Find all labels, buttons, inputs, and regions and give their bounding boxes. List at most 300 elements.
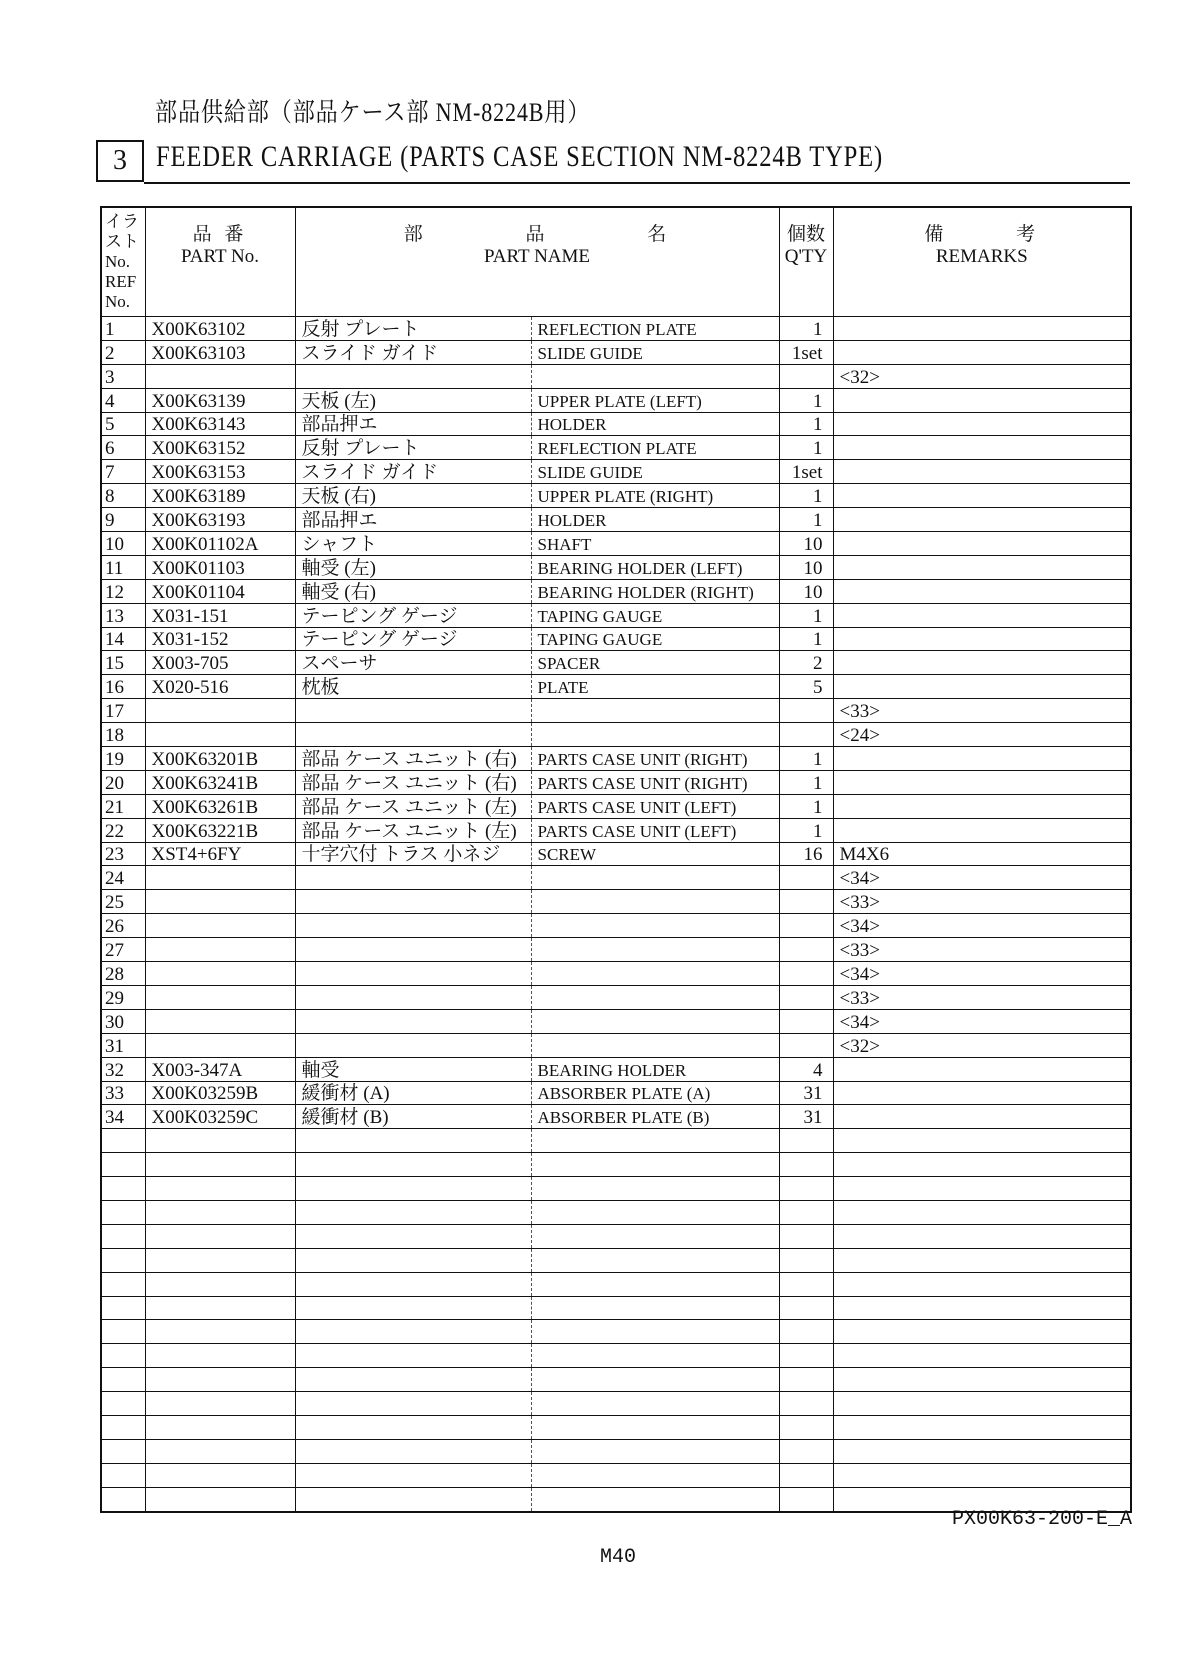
part-no-cell: X00K63152 [145,436,295,460]
part-name-en-cell: TAPING GAUGE [531,603,779,627]
part-name-en-cell: SHAFT [531,532,779,556]
part-no-cell: X00K63102 [145,317,295,341]
table-row [101,555,1131,579]
part-name-jp-cell [295,1153,531,1177]
table-row [101,579,1131,603]
part-no-cell [145,1415,295,1439]
remarks-cell [833,532,1131,556]
remarks-cell: <34> [833,866,1131,890]
part-name-en-cell [531,1320,779,1344]
remarks-cell [833,1439,1131,1463]
ref-cell: 14 [101,627,145,651]
part-name-en-cell [531,1224,779,1248]
col-part-no [145,207,295,317]
ref-cell [101,1129,145,1153]
part-no-cell [145,1272,295,1296]
part-no-cell [145,1009,295,1033]
qty-cell [779,723,833,747]
table-row [101,388,1131,412]
page-title-jp: 部品供給部（部品ケース部 NM-8224B用） [155,98,591,127]
part-name-jp-cell: シャフト [295,532,531,556]
qty-cell [779,938,833,962]
part-name-en-cell [531,1272,779,1296]
remarks-cell [833,1200,1131,1224]
col-part-name-jp: 部 品 名 [403,224,671,245]
part-name-en-cell [531,1463,779,1487]
part-name-en-cell: REFLECTION PLATE [531,436,779,460]
part-name-jp-cell [295,985,531,1009]
part-name-jp-cell [295,1463,531,1487]
part-no-cell: X00K63189 [145,484,295,508]
qty-cell: 1 [779,627,833,651]
qty-cell [779,1033,833,1057]
table-row [101,436,1131,460]
ref-cell: 6 [101,436,145,460]
qty-cell [779,914,833,938]
table-row-blank [101,1439,1131,1463]
remarks-cell: <32> [833,364,1131,388]
document-id: PX00K63-200-E_A [951,1508,1132,1531]
remarks-cell: <34> [833,962,1131,986]
qty-cell [779,1368,833,1392]
part-no-cell: X003-347A [145,1057,295,1081]
remarks-cell [833,651,1131,675]
qty-cell: 4 [779,1057,833,1081]
ref-cell: 26 [101,914,145,938]
table-row [101,842,1131,866]
part-no-cell: X031-151 [145,603,295,627]
part-no-cell [145,1368,295,1392]
table-row [101,627,1131,651]
part-name-jp-cell [295,1439,531,1463]
part-name-en-cell [531,1368,779,1392]
remarks-cell [833,1392,1131,1416]
table-row [101,1033,1131,1057]
ref-cell: 9 [101,508,145,532]
part-name-jp-cell: 天板 (右) [295,484,531,508]
part-name-jp-cell: 緩衝材 (A) [295,1081,531,1105]
remarks-cell [833,508,1131,532]
part-name-en-cell: PARTS CASE UNIT (RIGHT) [531,747,779,771]
part-name-en-cell: PARTS CASE UNIT (LEFT) [531,794,779,818]
ref-cell: 7 [101,460,145,484]
part-name-en-cell [531,364,779,388]
part-no-cell: X00K63143 [145,412,295,436]
remarks-cell [833,747,1131,771]
ref-cell [101,1368,145,1392]
part-name-jp-cell: 部品 ケース ユニット (左) [295,818,531,842]
part-name-en-cell [531,890,779,914]
part-name-en-cell [531,1153,779,1177]
qty-cell: 1 [779,794,833,818]
ref-cell: 2 [101,340,145,364]
qty-cell [779,1009,833,1033]
part-name-en-cell [531,1177,779,1201]
ref-cell: 18 [101,723,145,747]
part-no-cell [145,985,295,1009]
qty-cell: 1 [779,436,833,460]
part-name-jp-cell: 部品 ケース ユニット (右) [295,747,531,771]
qty-cell: 1 [779,484,833,508]
part-no-cell: X00K63241B [145,770,295,794]
part-no-cell: X00K03259B [145,1081,295,1105]
remarks-cell [833,340,1131,364]
part-name-en-cell [531,1129,779,1153]
qty-cell [779,985,833,1009]
part-name-en-cell: SLIDE GUIDE [531,460,779,484]
parts-table [100,206,1132,1513]
part-no-cell: X00K63201B [145,747,295,771]
qty-cell: 10 [779,532,833,556]
ref-cell [101,1392,145,1416]
table-row [101,317,1131,341]
ref-cell: 32 [101,1057,145,1081]
ref-cell [101,1272,145,1296]
part-name-jp-cell [295,1368,531,1392]
part-name-en-cell [531,985,779,1009]
remarks-cell: <34> [833,1009,1131,1033]
section-number: 3 [96,140,144,182]
part-name-jp-cell [295,1129,531,1153]
ref-cell [101,1200,145,1224]
remarks-cell [833,1296,1131,1320]
remarks-cell [833,1320,1131,1344]
part-no-cell: X020-516 [145,675,295,699]
part-no-cell [145,962,295,986]
part-name-en-cell: SLIDE GUIDE [531,340,779,364]
part-name-jp-cell: 部品押エ [295,412,531,436]
table-row [101,818,1131,842]
col-part-no-jp: 品 番 [192,224,248,245]
qty-cell: 1 [779,603,833,627]
part-name-jp-cell [295,1272,531,1296]
ref-cell: 12 [101,579,145,603]
part-name-en-cell [531,1033,779,1057]
qty-cell: 1 [779,508,833,532]
part-no-cell [145,1129,295,1153]
ref-cell: 17 [101,699,145,723]
table-row-blank [101,1248,1131,1272]
qty-cell [779,1344,833,1368]
part-name-en-cell: HOLDER [531,412,779,436]
part-no-cell [145,723,295,747]
qty-cell [779,1272,833,1296]
part-name-en-cell [531,1439,779,1463]
part-no-cell: X00K63139 [145,388,295,412]
table-row-blank [101,1463,1131,1487]
remarks-cell [833,1248,1131,1272]
remarks-cell [833,579,1131,603]
part-name-en-cell [531,1344,779,1368]
col-ref-en: REF [105,272,137,291]
remarks-cell [833,1415,1131,1439]
part-name-en-cell: TAPING GAUGE [531,627,779,651]
table-row-blank [101,1344,1131,1368]
part-name-jp-cell [295,1392,531,1416]
part-name-en-cell [531,1392,779,1416]
ref-cell: 3 [101,364,145,388]
part-name-jp-cell: 枕板 [295,675,531,699]
table-header-row [101,207,1131,317]
qty-cell: 10 [779,579,833,603]
remarks-cell: <33> [833,890,1131,914]
remarks-cell [833,388,1131,412]
table-row [101,866,1131,890]
part-name-jp-cell [295,1344,531,1368]
part-no-cell [145,1344,295,1368]
col-ref [101,207,145,317]
part-name-jp-cell [295,866,531,890]
table-row [101,962,1131,986]
qty-cell: 5 [779,675,833,699]
table-row-blank [101,1392,1131,1416]
part-name-jp-cell [295,1200,531,1224]
ref-cell: 16 [101,675,145,699]
remarks-cell [833,1153,1131,1177]
part-name-jp-cell [295,1224,531,1248]
part-name-jp-cell: 緩衝材 (B) [295,1105,531,1129]
ref-cell: 22 [101,818,145,842]
col-part-no-en: PART No. [180,246,260,267]
table-row [101,508,1131,532]
qty-cell [779,1320,833,1344]
table-row [101,603,1131,627]
ref-cell [101,1415,145,1439]
table-row-blank [101,1177,1131,1201]
part-name-jp-cell [295,1177,531,1201]
qty-cell [779,1129,833,1153]
remarks-cell [833,460,1131,484]
part-no-cell: X00K01104 [145,579,295,603]
table-row [101,412,1131,436]
qty-cell [779,1248,833,1272]
col-remarks [833,207,1131,317]
part-no-cell: X00K63103 [145,340,295,364]
ref-cell: 15 [101,651,145,675]
ref-cell [101,1153,145,1177]
col-qty-en: Q'TY [784,246,828,267]
remarks-cell: <32> [833,1033,1131,1057]
part-no-cell [145,1487,295,1511]
remarks-cell [833,675,1131,699]
part-name-jp-cell: 反射 プレート [295,317,531,341]
remarks-cell [833,412,1131,436]
ref-cell: 1 [101,317,145,341]
part-no-cell: X003-705 [145,651,295,675]
remarks-cell: <33> [833,938,1131,962]
remarks-cell [833,1344,1131,1368]
ref-cell: 29 [101,985,145,1009]
table-row [101,651,1131,675]
table-row [101,532,1131,556]
remarks-cell [833,436,1131,460]
part-name-jp-cell [295,364,531,388]
ref-cell [101,1320,145,1344]
qty-cell [779,699,833,723]
part-no-cell: XST4+6FY [145,842,295,866]
qty-cell: 1 [779,770,833,794]
part-name-jp-cell: 天板 (左) [295,388,531,412]
part-name-jp-cell [295,890,531,914]
part-name-jp-cell [295,962,531,986]
col-part-name-en: PART NAME [483,246,591,267]
remarks-cell [833,1105,1131,1129]
table-row [101,794,1131,818]
remarks-cell [833,317,1131,341]
col-remarks-en: REMARKS [935,246,1028,267]
part-no-cell [145,1248,295,1272]
table-row-blank [101,1129,1131,1153]
remarks-cell [833,1057,1131,1081]
part-no-cell [145,699,295,723]
part-no-cell [145,364,295,388]
ref-cell [101,1177,145,1201]
ref-cell: 31 [101,1033,145,1057]
qty-cell: 31 [779,1105,833,1129]
qty-cell [779,890,833,914]
table-row [101,890,1131,914]
remarks-cell [833,794,1131,818]
part-name-en-cell [531,962,779,986]
part-name-en-cell [531,1200,779,1224]
part-name-en-cell: BEARING HOLDER [531,1057,779,1081]
title-underline [144,182,1130,184]
qty-cell [779,1177,833,1201]
part-name-jp-cell: スペーサ [295,651,531,675]
part-name-jp-cell [295,914,531,938]
ref-cell: 11 [101,555,145,579]
qty-cell [779,1224,833,1248]
part-name-jp-cell: テーピング ゲージ [295,627,531,651]
table-row [101,938,1131,962]
part-name-jp-cell: 部品 ケース ユニット (右) [295,770,531,794]
ref-cell [101,1296,145,1320]
remarks-cell [833,603,1131,627]
part-name-en-cell: PARTS CASE UNIT (RIGHT) [531,770,779,794]
ref-cell [101,1344,145,1368]
qty-cell [779,1153,833,1177]
remarks-cell [833,555,1131,579]
remarks-cell [833,818,1131,842]
part-no-cell [145,866,295,890]
ref-cell: 25 [101,890,145,914]
ref-cell: 4 [101,388,145,412]
qty-cell [779,1463,833,1487]
ref-cell [101,1224,145,1248]
part-name-jp-cell [295,1296,531,1320]
part-name-jp-cell [295,1009,531,1033]
part-name-jp-cell [295,1415,531,1439]
part-name-jp-cell [295,1320,531,1344]
part-no-cell [145,1224,295,1248]
part-no-cell: X00K63221B [145,818,295,842]
ref-cell: 33 [101,1081,145,1105]
part-name-jp-cell: 十字穴付 トラス 小ネジ [295,842,531,866]
qty-cell [779,1487,833,1511]
col-qty-jp: 個数 [787,224,826,245]
part-no-cell [145,1200,295,1224]
ref-cell: 8 [101,484,145,508]
part-no-cell [145,938,295,962]
remarks-cell [833,1177,1131,1201]
part-name-jp-cell: スライド ガイド [295,460,531,484]
remarks-cell: <33> [833,699,1131,723]
remarks-cell [833,1224,1131,1248]
table-row [101,699,1131,723]
remarks-cell: <34> [833,914,1131,938]
table-row [101,364,1131,388]
part-name-en-cell [531,1009,779,1033]
ref-cell: 27 [101,938,145,962]
page-number: M40 [600,1546,637,1569]
col-qty [779,207,833,317]
part-name-jp-cell [295,938,531,962]
part-no-cell: X00K01102A [145,532,295,556]
col-ref-no2: No. [105,292,131,311]
part-name-en-cell: REFLECTION PLATE [531,317,779,341]
part-name-jp-cell [295,699,531,723]
remarks-cell: <33> [833,985,1131,1009]
part-name-jp-cell: テーピング ゲージ [295,603,531,627]
remarks-cell [833,627,1131,651]
table-row-blank [101,1296,1131,1320]
remarks-cell [833,1129,1131,1153]
part-name-en-cell: BEARING HOLDER (RIGHT) [531,579,779,603]
part-name-jp-cell [295,1487,531,1511]
qty-cell: 1 [779,388,833,412]
part-no-cell [145,1033,295,1057]
col-part-name [295,207,779,317]
ref-cell [101,1439,145,1463]
part-no-cell [145,1153,295,1177]
remarks-cell [833,1463,1131,1487]
part-no-cell: X031-152 [145,627,295,651]
table-row-blank [101,1272,1131,1296]
qty-cell [779,1439,833,1463]
ref-cell: 20 [101,770,145,794]
ref-cell: 19 [101,747,145,771]
part-no-cell [145,890,295,914]
qty-cell: 1 [779,412,833,436]
table-row-blank [101,1320,1131,1344]
qty-cell [779,962,833,986]
table-row [101,1105,1131,1129]
part-name-en-cell: UPPER PLATE (RIGHT) [531,484,779,508]
part-name-en-cell [531,1296,779,1320]
table-row [101,340,1131,364]
parts-table-body [101,317,1131,1512]
part-no-cell: X00K01103 [145,555,295,579]
table-row [101,914,1131,938]
table-row [101,460,1131,484]
part-name-en-cell: ABSORBER PLATE (A) [531,1081,779,1105]
part-name-jp-cell: スライド ガイド [295,340,531,364]
part-name-en-cell: BEARING HOLDER (LEFT) [531,555,779,579]
qty-cell: 1 [779,747,833,771]
col-ref-no: No. [105,252,131,271]
part-name-en-cell: SCREW [531,842,779,866]
qty-cell [779,364,833,388]
table-row-blank [101,1224,1131,1248]
part-no-cell [145,1392,295,1416]
qty-cell [779,1200,833,1224]
remarks-cell [833,1081,1131,1105]
qty-cell [779,1392,833,1416]
qty-cell: 31 [779,1081,833,1105]
ref-cell: 5 [101,412,145,436]
table-row-blank [101,1200,1131,1224]
qty-cell: 1 [779,818,833,842]
